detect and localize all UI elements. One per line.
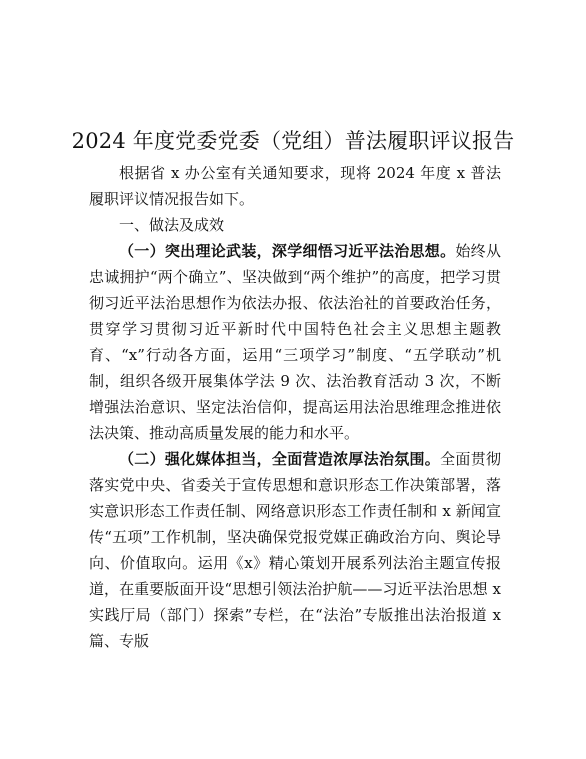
paragraph-2-lead: （二）强化媒体担当，全面营造浓厚法治氛围。 [119,450,441,468]
document-body [89,160,501,654]
paragraph-1-lead: （一）突出理论武装，深学细悟习近平法治思想。 [119,242,456,260]
paragraph-1-text: 始终从忠诚拥护“两个确立”、坚决做到“两个维护”的高度，把学习贯彻习近平法治思想作为依法办报、依法治社的首要政治任务，贯穿学习贯彻习近平新时代中国特色社会主义思想主题教育、“x”行动各方面，运用“三项学习”制度、“五学联动”机制，组织各级开展集体学法 9 次、法治教育活动 3 次，不断增强法治意识、坚定法治信仰，提高运用法治思维理念推进依法决策、推动高质量发展的能力和水平。 [89,242,501,442]
paragraph-2-text: 全面贯彻落实党中央、省委关于宣传思想和意识形态工作决策部署，落实意识形态工作责任制、网络意识形态工作责任制和 x 新闻宣传“五项”工作机制，坚决确保党报党媒正确政治方向、舆论导向、价值取向。运用《x》精心策划开展系列法治主题宣传报道，在重要版面开设“思想引领法治护航——习近平法治思想 x 实践厅局（部门）探索”专栏，在“法治”专版推出法治报道 x 篇、专版 [89,450,501,650]
section-heading: 一、做法及成效 [119,216,225,234]
paragraph-2 [89,446,501,654]
paragraph-1 [89,238,501,446]
intro-paragraph: 根据省 x 办公室有关通知要求，现将 2024 年度 x 普法履职评议情况报告如下。 [89,164,501,208]
document-title: 2024 年度党委党委（党组）普法履职评议报告 [71,129,515,153]
